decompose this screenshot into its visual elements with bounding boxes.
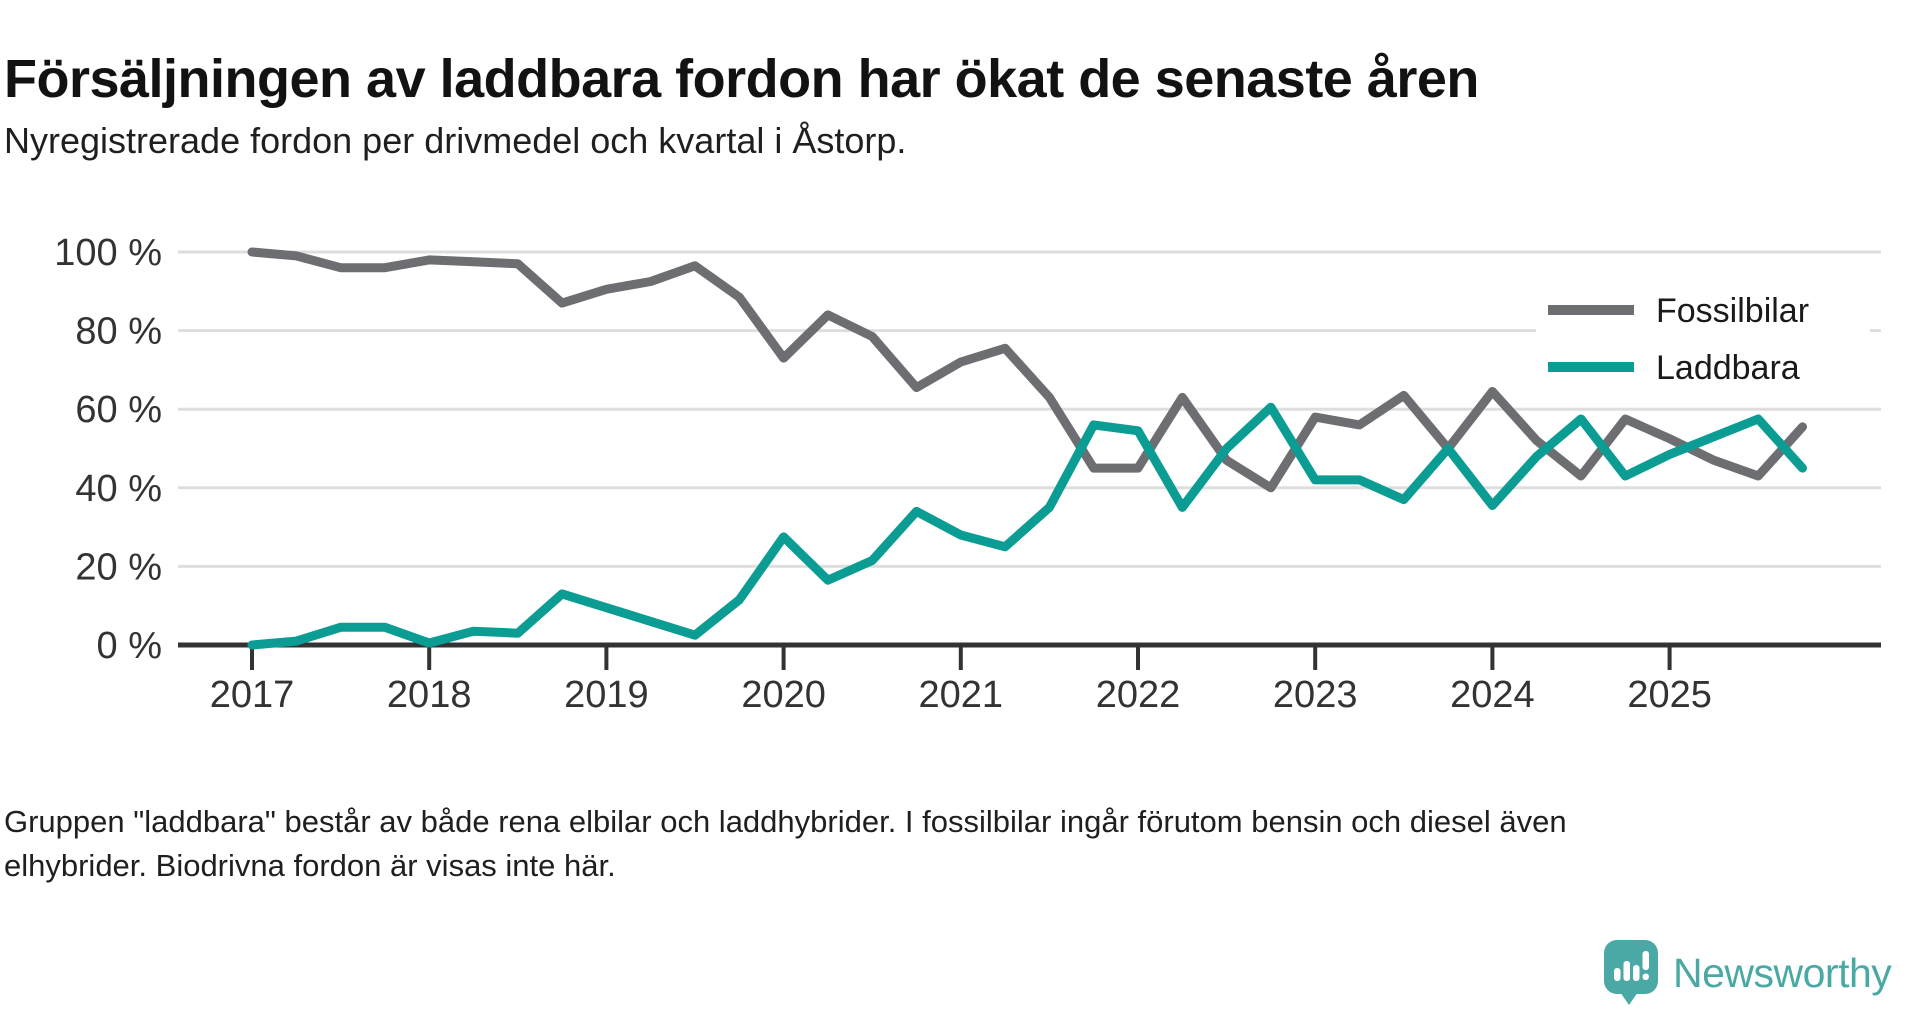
laddbara-line (252, 407, 1803, 645)
speech-bubble-bar-chart-icon (1604, 940, 1658, 1006)
chart-title: Försäljningen av laddbara fordon har ökat de senaste åren (4, 49, 1479, 110)
newsworthy-logo (1604, 938, 1891, 1008)
y-tick-label: 40 % (75, 467, 162, 510)
x-tick-label: 2025 (1627, 674, 1712, 716)
newsworthy-logo-text: Newsworthy (1673, 949, 1892, 996)
legend-label-laddbara: Laddbara (1656, 349, 1800, 387)
x-tick-label: 2018 (386, 674, 472, 716)
chart-subtitle: Nyregistrerade fordon per drivmedel och kvartal i Åstorp. (4, 120, 907, 161)
footnote-line: Gruppen "laddbara" består av både rena elbilar och laddhybrider. I fossilbilar ingår förutom bensin och diesel även (4, 804, 1567, 839)
x-tick-label: 2020 (741, 674, 826, 716)
x-tick-label: 2022 (1095, 674, 1181, 716)
x-tick-label: 2021 (918, 674, 1004, 716)
y-tick-label: 100 % (54, 232, 162, 274)
x-tick-label: 2017 (209, 674, 295, 716)
x-tick-label: 2023 (1272, 674, 1358, 716)
y-tick-label: 80 % (75, 310, 162, 353)
x-tick-label: 2019 (564, 674, 649, 716)
y-tick-label: 60 % (75, 389, 162, 432)
y-tick-label: 0 % (96, 625, 162, 667)
y-tick-label: 20 % (75, 546, 162, 589)
footnote-line: elhybrider. Biodrivna fordon är visas inte här. (4, 848, 616, 884)
chart-footnote (4, 800, 1904, 889)
x-tick-label: 2024 (1450, 674, 1535, 716)
legend-label-fossilbilar: Fossilbilar (1656, 292, 1810, 330)
